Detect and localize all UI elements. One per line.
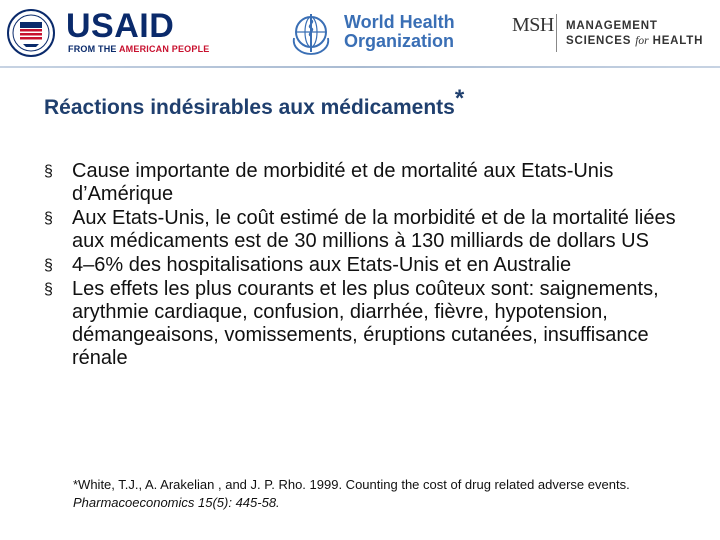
bullet-marker-icon: § [44,257,53,274]
bullet-item: § 4–6% des hospitalisations aux Etats-Unis et en Australie [44,254,572,276]
bullet-item: § Les effets les plus courants et les plus coûteux sont: saignements, arythmie cardiaque, confusion, diarrhée, fièvre, hypotension, démangeaisons, vomissements, éruptions cutanées, insuffisance rénale [44,278,659,369]
bullet-item: § Aux Etats-Unis, le coût estimé de la morbidité et de la mortalité liées aux médicaments est de 30 millions à 130 milliards de dollars US [44,207,676,252]
who-logo [286,6,456,60]
who-emblem-icon [286,8,336,58]
msh-monogram: MSH [512,14,554,36]
bullet-marker-icon: § [44,163,53,180]
msh-divider [556,14,557,52]
slide-title: Réactions indésirables aux médicaments* [44,85,465,119]
logo-bar [0,0,720,64]
citation-footnote: *White, T.J., A. Arakelian , and J. P. Rho. 1999. Counting the cost of drug related adverse events. Pharmacoeconomics 15(5): 445-58. [73,477,630,510]
usaid-logo [6,6,210,60]
who-wordmark: World Health Organization [344,12,455,51]
title-footnote-mark: * [454,85,465,112]
bullet-marker-icon: § [44,281,53,298]
usaid-seal-icon [6,8,56,58]
usaid-tagline: FROM THE AMERICAN PEOPLE [68,44,210,54]
bullet-list [44,160,684,371]
bullet-marker-icon: § [44,210,53,227]
msh-logo [512,6,712,60]
bullet-item: § Cause importante de morbidité et de mortalité aux Etats-Unis d’Amérique [44,160,614,205]
usaid-wordmark: USAID [66,7,175,45]
header-divider [0,66,720,68]
msh-wordmark: MANAGEMENT SCIENCES for HEALTH [566,20,704,47]
